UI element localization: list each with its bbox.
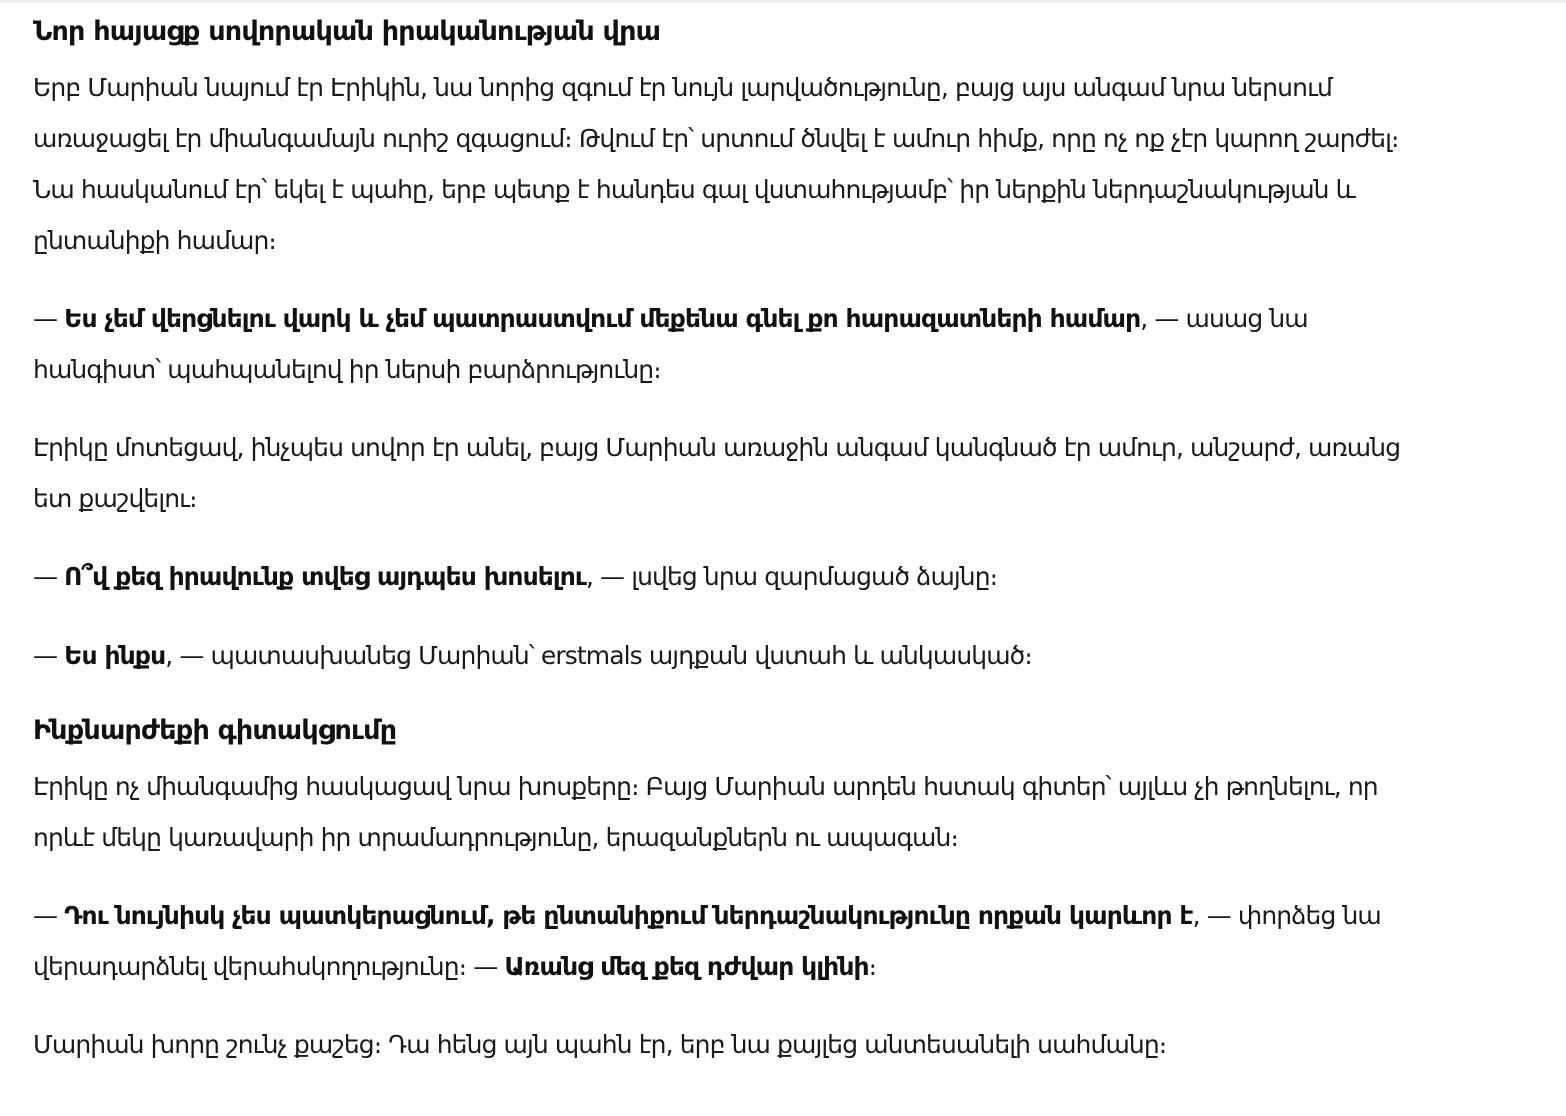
- quote-bold: Ես ինքս: [64, 641, 166, 670]
- paragraph-intro: Երբ Մարիան նայում էր Էրիկին, նա նորից զգում էր նույն լարվածությունը, բայց այս անգամ նրա ներսում առաջացել էր միանգամայն ուրիշ զգացում։ Թվում էր՝ սրտում ծնվել է ամուր հիմք, որը ոչ ոք չէր կարող շարժել։ Նա հասկանում էր՝ եկել է պահը, երբ պետք է հանդես գալ վստահությամբ՝ իր ներքին ներդաշնակության և ընտանիքի համար։: [33, 73, 1399, 255]
- quote-bold: Ո՞վ քեզ իրավունք տվեց այդպես խոսելու: [64, 562, 586, 591]
- dialogue-who-gave-right: [33, 551, 1413, 602]
- section-heading-new-look: Նոր հայացք սովորական իրականության վրա: [33, 16, 661, 47]
- dialogue-myself: [33, 630, 1413, 681]
- paragraph-erik-understanding: Էրիկը ոչ միանգամից հասկացավ նրա խոսքերը։ Բայց Մարիան արդեն հստակ գիտեր՝ այլևս չի թողնելու, որ որևէ մեկը կառավարի իր տրամադրությունը, երազանքներն ու ապագան։: [33, 772, 1378, 852]
- paragraph-erik-approach: Էրիկը մոտեցավ, ինչպես սովոր էր անել, բայց Մարիան առաջին անգամ կանգնած էր ամուր, անշարժ, առանց ետ քաշվելու։: [33, 433, 1401, 513]
- quote-bold: Ես չեմ վերցնելու վարկ և չեմ պատրաստվում մեքենա գնել քո հարազատների համար: [64, 304, 1141, 333]
- dialogue-harmony: [33, 890, 1413, 992]
- dash: —: [33, 641, 65, 670]
- dash: —: [33, 562, 65, 591]
- section-heading-self-worth: Ինքնարժեքի գիտակցումը: [33, 715, 397, 746]
- article-body: [33, 10, 1413, 1097]
- narration-end: ։: [868, 952, 877, 981]
- narration: , — փորձեց նա վերադարձնել վերահսկողությունը։ —: [33, 901, 1381, 981]
- dash: —: [33, 901, 65, 930]
- narration: , — պատասխանեց Մարիան՝ erstmals այդքան վստահ և անկասկած։: [165, 641, 1032, 670]
- top-divider: [0, 0, 1566, 3]
- dash: —: [33, 304, 65, 333]
- narration: , — ասաց նա հանգիստ՝ պահպանելով իր ներսի բարձրությունը։: [33, 304, 1308, 384]
- paragraph-deep-breath: Մարիան խորը շունչ քաշեց։ Դա հենց այն պահն էր, երբ նա քայլեց անտեսանելի սահմանը։: [33, 1030, 1167, 1059]
- quote-bold: Դու նույնիսկ չես պատկերացնում, թե ընտանիքում ներդաշնակությունը որքան կարևոր է: [64, 901, 1193, 930]
- quote-bold-2: Առանց մեզ քեզ դժվար կլինի: [504, 952, 869, 981]
- dialogue-refusal: [33, 293, 1413, 395]
- narration: , — լսվեց նրա զարմացած ձայնը։: [585, 562, 998, 591]
